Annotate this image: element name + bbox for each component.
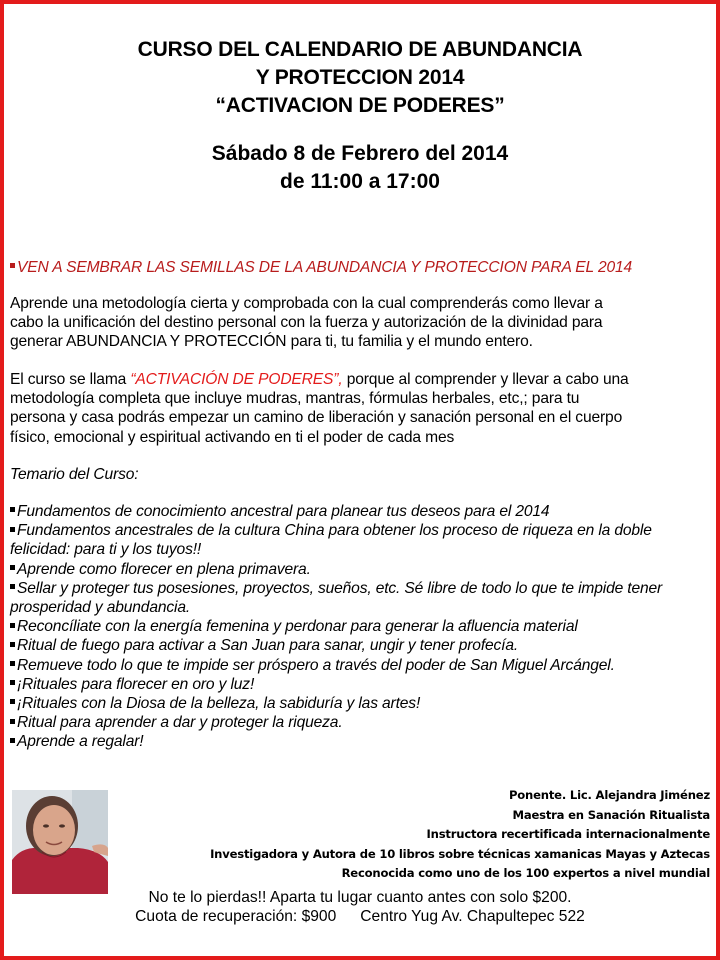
bullet-icon [10, 623, 15, 628]
speaker-name: Ponente. Lic. Alejandra Jiménez [509, 788, 710, 802]
paragraph-line: metodología completa que incluye mudras, mantras, fórmulas herbales, etc,; para tu [10, 390, 580, 408]
course-description [10, 370, 710, 447]
bullet-icon [10, 738, 15, 743]
event-time: de 11:00 a 17:00 [280, 170, 440, 193]
intro-paragraph [10, 294, 710, 352]
speaker-info [210, 786, 710, 884]
syllabus-item: Ritual de fuego para activar a San Juan para sanar, ungir y tener profecía. [10, 636, 710, 655]
title-line-2: Y PROTECCION 2014 [255, 66, 465, 89]
footer [0, 888, 720, 926]
syllabus-heading: Temario del Curso: [10, 466, 139, 483]
fee: Cuota de recuperación: $900 [135, 908, 337, 925]
syllabus-item: Sellar y proteger tus posesiones, proyectos, sueños, etc. Sé libre de todo lo que te impide tener prosperidad y abundancia. [10, 579, 663, 617]
syllabus-item: Fundamentos de conocimiento ancestral para planear tus deseos para el 2014 [10, 502, 710, 521]
description-rest: porque al comprender y llevar a cabo una [342, 371, 629, 388]
tagline [10, 258, 710, 277]
syllabus-item: Reconcíliate con la energía femenina y perdonar para generar la afluencia material [10, 617, 710, 636]
bullet-icon [10, 699, 15, 704]
syllabus-item: ¡Rituales con la Diosa de la belleza, la sabiduría y las artes! [10, 694, 710, 713]
description-prefix: El curso se llama [10, 371, 131, 388]
syllabus-item: Aprende a regalar! [10, 732, 710, 751]
tagline-text: VEN A SEMBRAR LAS SEMILLAS DE LA ABUNDANCIA Y PROTECCION PARA EL 2014 [17, 259, 633, 276]
event-date: Sábado 8 de Febrero del 2014 [211, 142, 509, 165]
location: Centro Yug Av. Chapultepec 522 [360, 908, 585, 925]
speaker-recognition: Reconocida como uno de los 100 expertos a nivel mundial [341, 866, 710, 881]
paragraph-line: generar ABUNDANCIA Y PROTECCIÓN para ti, tu familia y el mundo entero. [10, 333, 533, 351]
bullet-icon [10, 565, 15, 570]
paragraph-line: cabo la unificación del destino personal con la fuerza y autorización de la divinidad para [10, 314, 603, 332]
bullet-icon [10, 642, 15, 647]
paragraph-line: Aprende una metodología cierta y comprobada con la cual comprenderás como llevar a [10, 295, 603, 312]
reservation-note: No te lo pierdas!! Aparta tu lugar cuanto antes con solo $200. [148, 889, 572, 906]
syllabus-item: Fundamentos ancestrales de la cultura China para obtener los proceso de riqueza en la doble felicidad: para ti y los tuyos!! [10, 522, 652, 559]
title-line-1: CURSO DEL CALENDARIO DE ABUNDANCIA [137, 38, 583, 61]
paragraph-line: físico, emocional y espiritual activando en ti el poder de cada mes [10, 428, 455, 446]
syllabus-item: Remueve todo lo que te impide ser próspero a través del poder de San Miguel Arcángel. [10, 656, 710, 675]
syllabus-item: Ritual para aprender a dar y proteger la riqueza. [10, 713, 710, 732]
speaker-photo [12, 790, 108, 894]
course-name-highlight: “ACTIVACIÓN DE PODERES”, [130, 371, 343, 388]
speaker-title: Maestra en Sanación Ritualista [512, 807, 710, 822]
speaker-author: Investigadora y Autora de 10 libros sobre técnicas xamanicas Mayas y Aztecas [210, 846, 710, 861]
syllabus-item: Aprende como florecer en plena primavera. [10, 560, 710, 579]
bullet-icon [10, 661, 15, 666]
bullet-icon [10, 680, 15, 685]
syllabus-list [10, 502, 710, 752]
title-line-3: “ACTIVACION DE PODERES” [215, 94, 505, 117]
syllabus-item: ¡Rituales para florecer en oro y luz! [10, 675, 710, 694]
bullet-icon [10, 719, 15, 724]
flyer-header [0, 36, 720, 196]
bullet-icon [10, 507, 15, 512]
bullet-icon [10, 263, 15, 268]
paragraph-line: persona y casa podrás empezar un camino de liberación y sanación personal en el cuerpo [10, 409, 623, 427]
bullet-icon [10, 584, 15, 589]
bullet-icon [10, 527, 15, 532]
speaker-certification: Instructora recertificada internacionalmente [426, 827, 710, 842]
